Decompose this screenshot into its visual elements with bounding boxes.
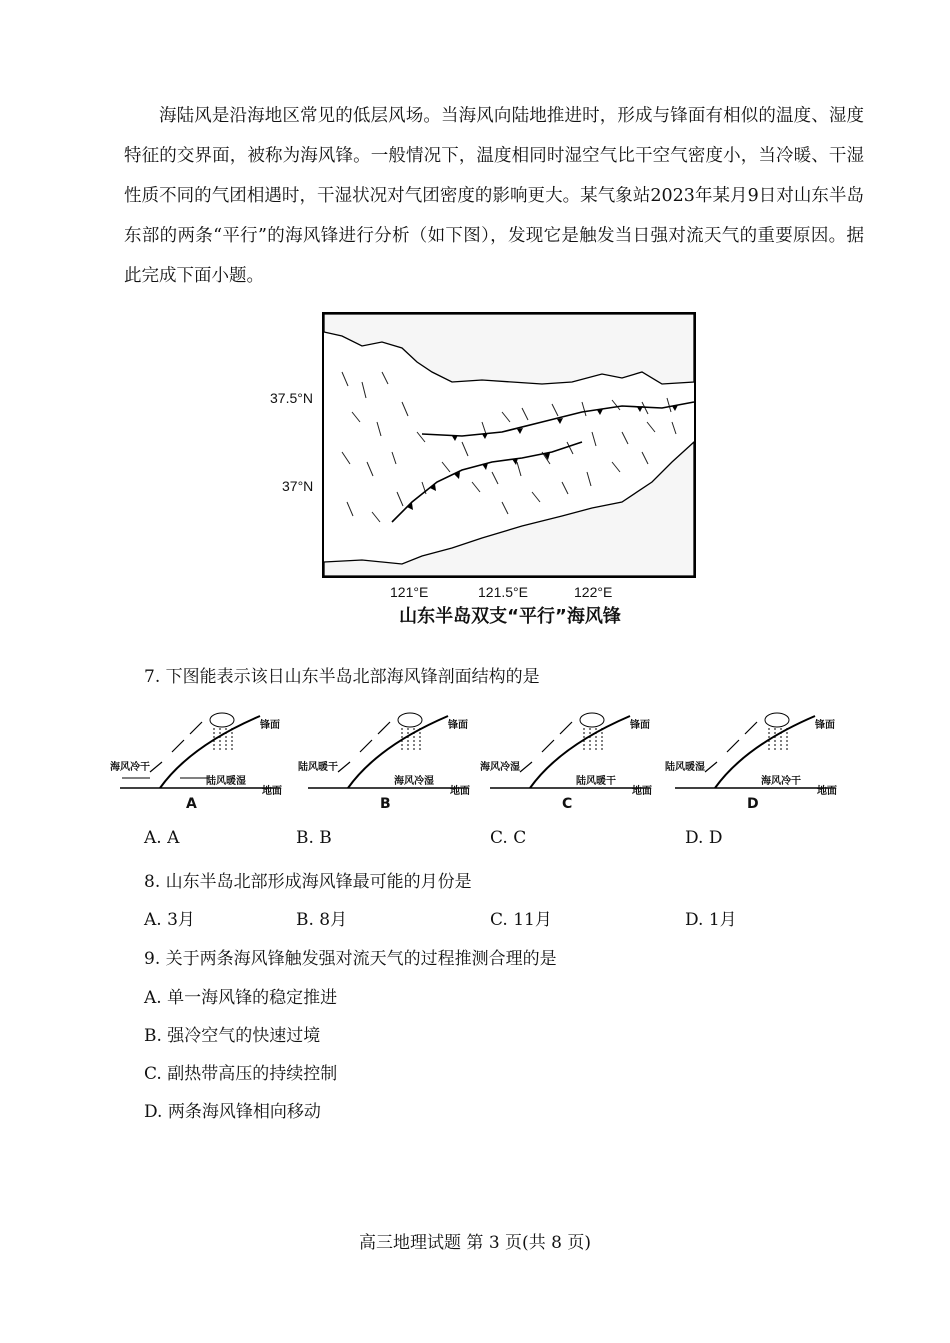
diagram-d [665, 706, 855, 816]
lat-label-37-5: 37.5°N [270, 390, 313, 406]
diagram-b-right-wind: 海风冷湿 [394, 776, 434, 787]
lon-label-121-5: 121.5°E [478, 584, 528, 600]
q9-option-c[interactable]: C. 副热带高压的持续控制 [144, 1064, 338, 1084]
diagram-a-letter: A [186, 796, 197, 812]
lon-label-122: 122°E [574, 584, 613, 600]
diagram-c-front: 锋面 [630, 720, 650, 731]
diagram-c-right-wind: 陆风暖干 [576, 776, 616, 787]
diagram-a [110, 706, 300, 816]
question-9-stem: 9. 关于两条海风锋触发强对流天气的过程推测合理的是 [144, 949, 557, 969]
diagram-d-right-wind: 海风冷干 [761, 776, 801, 787]
diagram-a-ground: 地面 [262, 786, 282, 797]
diagram-a-left-wind: 海风冷干 [110, 762, 150, 773]
q9-option-d[interactable]: D. 两条海风锋相向移动 [144, 1102, 321, 1122]
diagram-d-front: 锋面 [815, 720, 835, 731]
sea-breeze-front-map [322, 312, 696, 578]
q9-option-b[interactable]: B. 强冷空气的快速过境 [144, 1026, 321, 1046]
lon-label-121: 121°E [390, 584, 429, 600]
diagram-c-ground: 地面 [632, 786, 652, 797]
diagram-c-letter: C [562, 796, 573, 812]
page-footer: 高三地理试题 第 3 页(共 8 页) [359, 1233, 591, 1253]
q7-option-b[interactable]: B. B [296, 828, 332, 848]
q8-option-d[interactable]: D. 1月 [685, 910, 737, 930]
intro-paragraph: 海陆风是沿海地区常见的低层风场。当海风向陆地推进时，形成与锋面有相似的温度、湿度特征的交界面，被称为海风锋。一般情况下，温度相同时湿空气比干空气密度小，当冷暖、干湿性质不同的气团相遇时，干湿状况对气团密度的影响更大。某气象站2023年某月9日对山东半岛东部的两条“平行”的海风锋进行分析（如下图），发现它是触发当日强对流天气的重要原因。据此完成下面小题。 [124, 106, 864, 286]
diagram-c-left-wind: 海风冷湿 [480, 762, 520, 773]
map-caption: 山东半岛双支“平行”海风锋 [399, 606, 621, 627]
diagram-b-front: 锋面 [448, 720, 468, 731]
q8-option-a[interactable]: A. 3月 [144, 910, 195, 930]
question-7-stem: 7. 下图能表示该日山东半岛北部海风锋剖面结构的是 [144, 667, 540, 687]
diagram-b-left-wind: 陆风暖干 [298, 762, 338, 773]
diagram-d-ground: 地面 [817, 786, 837, 797]
diagram-d-left-wind: 陆风暖湿 [665, 762, 705, 773]
question-8-stem: 8. 山东半岛北部形成海风锋最可能的月份是 [144, 872, 472, 892]
q7-option-c[interactable]: C. C [490, 828, 527, 848]
q8-option-b[interactable]: B. 8月 [296, 910, 348, 930]
lat-label-37: 37°N [282, 478, 314, 494]
q9-option-a[interactable]: A. 单一海风锋的稳定推进 [144, 988, 338, 1008]
diagram-c [480, 706, 670, 816]
diagram-a-front: 锋面 [260, 720, 280, 731]
diagram-a-right-wind: 陆风暖湿 [206, 776, 246, 787]
diagram-b [298, 706, 488, 816]
intro-passage [124, 96, 864, 296]
q8-option-c[interactable]: C. 11月 [490, 910, 552, 930]
diagram-d-letter: D [747, 796, 759, 812]
diagram-b-ground: 地面 [450, 786, 470, 797]
map-drawing [322, 312, 696, 578]
q7-option-d[interactable]: D. D [685, 828, 723, 848]
q7-option-a[interactable]: A. A [144, 828, 180, 848]
diagram-b-letter: B [380, 796, 391, 812]
